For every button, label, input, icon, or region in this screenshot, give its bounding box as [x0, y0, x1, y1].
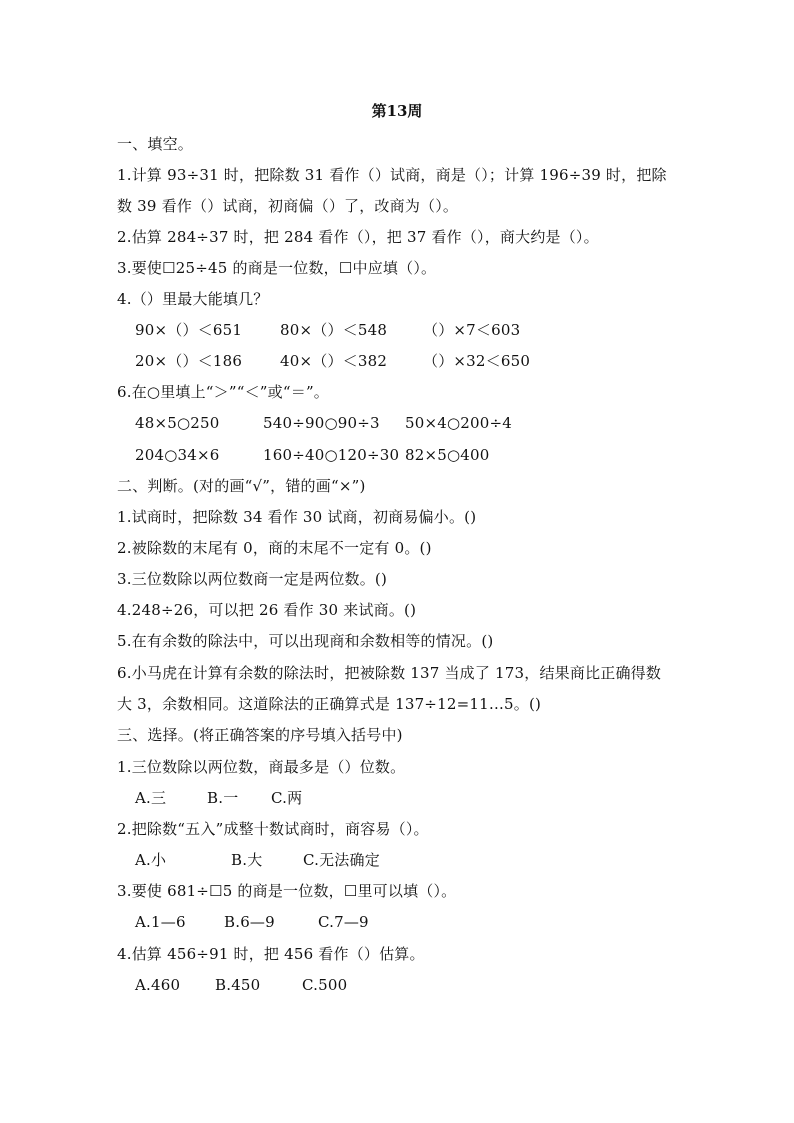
question-2: 2.估算 284÷37 时，把 284 看作（），把 37 看作（），商大约是（）。: [117, 228, 599, 246]
judgement-item-2: 2.被除数的末尾有 0，商的末尾不一定有 0。(): [117, 539, 432, 557]
section-2-heading: 二、判断。(对的画“√”，错的画“×”): [117, 477, 366, 495]
option-b: B.大: [231, 851, 263, 869]
inequality-item: （）×7＜603: [423, 321, 521, 339]
comparison-item: 204○34×6: [135, 446, 220, 464]
question-3: 3.要使☐25÷45 的商是一位数，☐中应填（）。: [117, 259, 437, 277]
section-1-heading: 一、填空。: [117, 135, 194, 153]
judgement-item-5: 5.在有余数的除法中，可以出现商和余数相等的情况。(): [117, 632, 494, 650]
inequality-item: （）×32＜650: [423, 352, 531, 370]
choice-question-2: 2.把除数“五入”成整十数试商时，商容易（）。: [117, 820, 429, 838]
question-1-line-1: 1.计算 93÷31 时，把除数 31 看作（）试商，商是（）；计算 196÷39 时，把除: [117, 166, 667, 184]
option-b: B.一: [207, 789, 239, 807]
judgement-item-3: 3.三位数除以两位数商一定是两位数。(): [117, 570, 388, 588]
option-c: C.500: [302, 976, 348, 994]
comparison-item: 82×5○400: [405, 446, 490, 464]
option-b: B.450: [215, 976, 261, 994]
inequality-item: 90×（）＜651: [135, 321, 243, 339]
choice-question-3: 3.要使 681÷☐5 的商是一位数，☐里可以填（）。: [117, 882, 457, 900]
comparison-item: 160÷40○120÷30: [263, 446, 400, 464]
inequality-item: 40×（）＜382: [280, 352, 388, 370]
option-c: C.无法确定: [303, 851, 380, 869]
option-a: A.460: [135, 976, 181, 994]
comparison-item: 48×5○250: [135, 414, 220, 432]
option-a: A.1—6: [135, 913, 186, 931]
comparison-item: 540÷90○90÷3: [263, 414, 380, 432]
section-3-heading: 三、选择。(将正确答案的序号填入括号中): [117, 726, 403, 744]
option-b: B.6—9: [224, 913, 275, 931]
comparison-item: 50×4○200÷4: [405, 414, 513, 432]
inequality-item: 80×（）＜548: [280, 321, 388, 339]
judgement-item-4: 4.248÷26，可以把 26 看作 30 来试商。(): [117, 601, 417, 619]
inequality-item: 20×（）＜186: [135, 352, 243, 370]
option-c: C.两: [271, 789, 303, 807]
choice-question-1: 1.三位数除以两位数，商最多是（）位数。: [117, 758, 406, 776]
choice-question-4: 4.估算 456÷91 时，把 456 看作（）估算。: [117, 945, 425, 963]
question-1-line-2: 数 39 看作（）试商，初商偏（）了，改商为（）。: [117, 197, 459, 215]
option-a: A.三: [135, 789, 167, 807]
judgement-item-1: 1.试商时，把除数 34 看作 30 试商，初商易偏小。(): [117, 508, 477, 526]
option-c: C.7—9: [318, 913, 369, 931]
question-4: 4.（）里最大能填几？: [117, 290, 269, 308]
judgement-item-6-line-1: 6.小马虎在计算有余数的除法时，把被除数 137 当成了 173，结果商比正确得数: [117, 664, 662, 682]
option-a: A.小: [135, 851, 167, 869]
page-title: 第13周: [371, 102, 423, 120]
judgement-item-6-line-2: 大 3，余数相同。这道除法的正确算式是 137÷12=11…5。(): [117, 695, 542, 713]
question-6: 6.在○里填上“＞”“＜”或“＝”。: [117, 383, 330, 401]
